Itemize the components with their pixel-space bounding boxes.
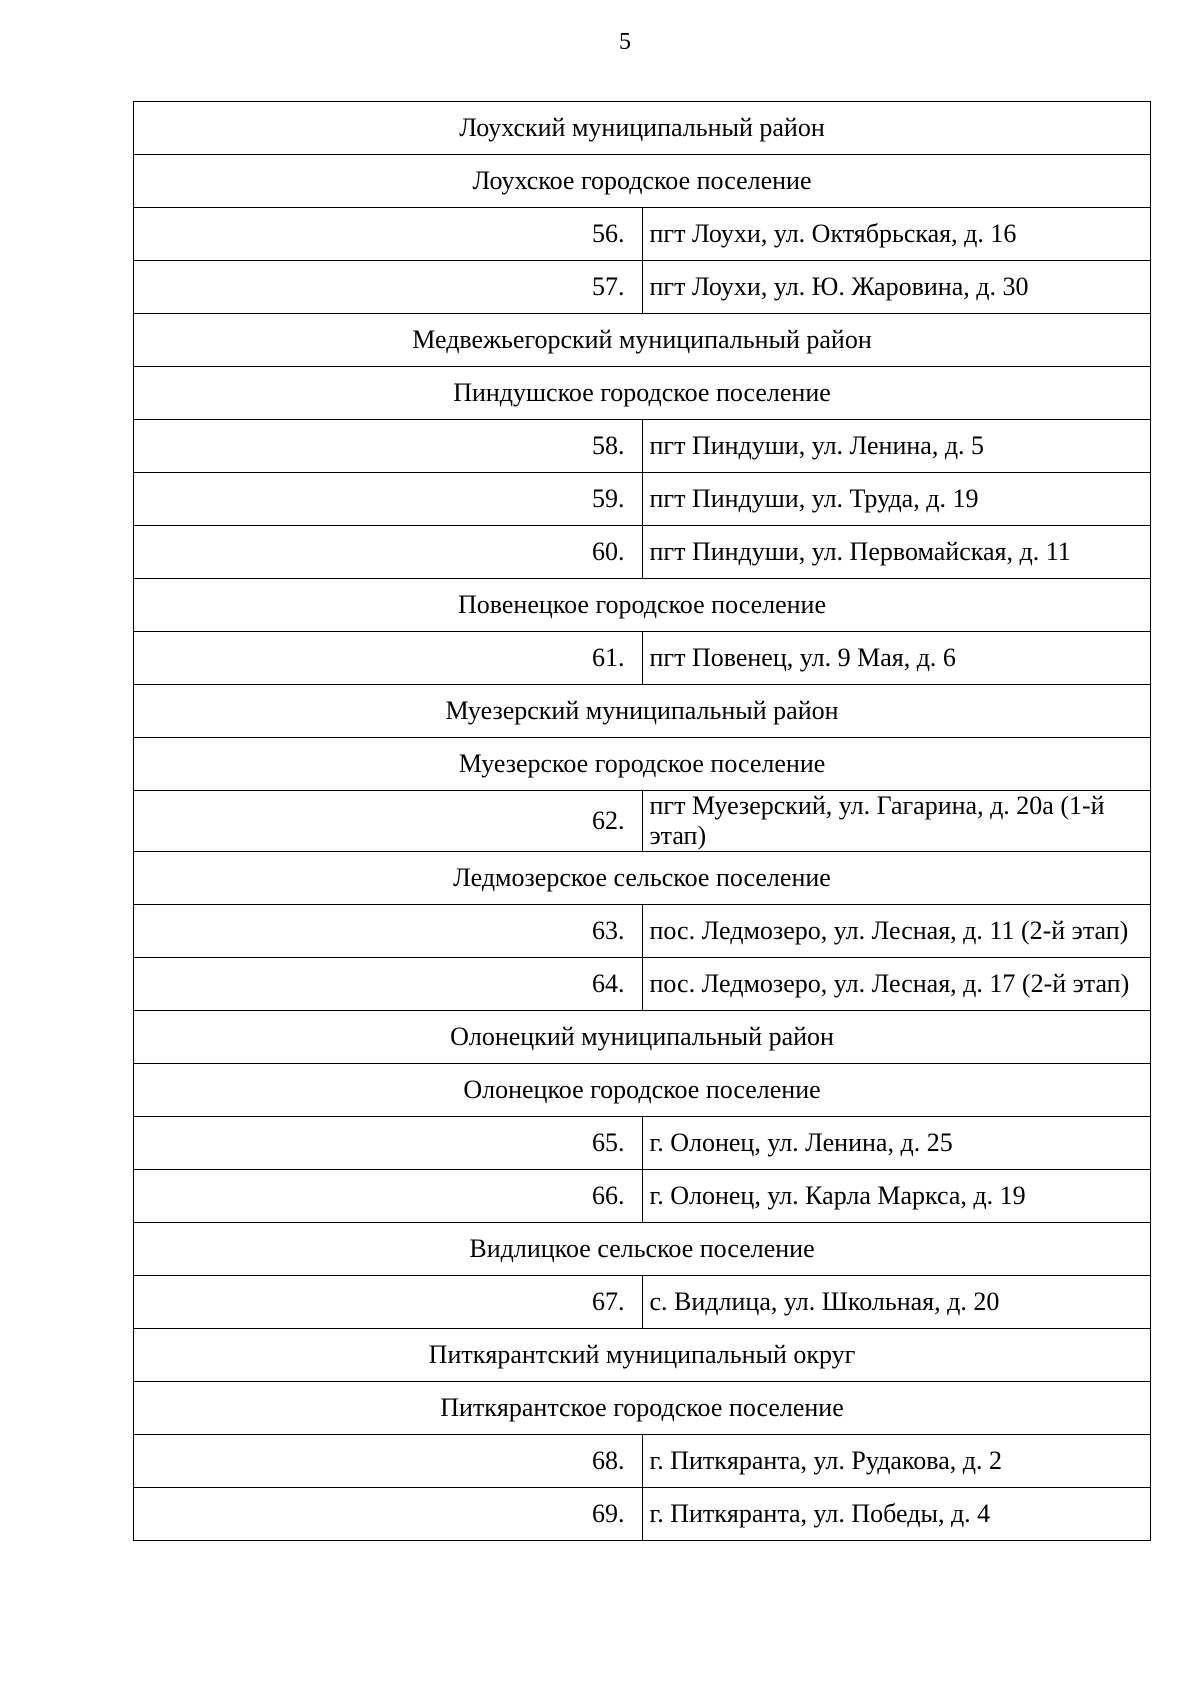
table-row: [134, 791, 1151, 852]
row-number: 67.: [134, 1276, 643, 1329]
section-heading: Видлицкое сельское поселение: [134, 1223, 1151, 1276]
table-row: [134, 526, 1151, 579]
address-cell: пгт Муезерский, ул. Гагарина, д. 20а (1-й этап): [642, 791, 1151, 852]
table-row: [134, 420, 1151, 473]
address-cell: г. Питкяранта, ул. Победы, д. 4: [642, 1488, 1151, 1541]
row-number: 65.: [134, 1117, 643, 1170]
section-heading-row: [134, 579, 1151, 632]
table-row: [134, 208, 1151, 261]
address-cell: пгт Пиндуши, ул. Труда, д. 19: [642, 473, 1151, 526]
section-heading-row: [134, 367, 1151, 420]
section-heading: Пиндушское городское поселение: [134, 367, 1151, 420]
address-cell: пос. Ледмозеро, ул. Лесная, д. 17 (2-й этап): [642, 958, 1151, 1011]
section-heading: Ледмозерское сельское поселение: [134, 852, 1151, 905]
page-number: 5: [619, 29, 631, 55]
address-cell: пгт Пиндуши, ул. Первомайская, д. 11: [642, 526, 1151, 579]
address-cell: г. Олонец, ул. Ленина, д. 25: [642, 1117, 1151, 1170]
section-heading: Олонецкое городское поселение: [134, 1064, 1151, 1117]
section-heading: Муезерское городское поселение: [134, 738, 1151, 791]
row-number: 56.: [134, 208, 643, 261]
address-cell: с. Видлица, ул. Школьная, д. 20: [642, 1276, 1151, 1329]
address-table-body: [134, 102, 1151, 1541]
row-number: 64.: [134, 958, 643, 1011]
section-heading: Медвежьегорский муниципальный район: [134, 314, 1151, 367]
table-row: [134, 1435, 1151, 1488]
address-cell: г. Питкяранта, ул. Рудакова, д. 2: [642, 1435, 1151, 1488]
section-heading-row: [134, 685, 1151, 738]
address-cell: пгт Пиндуши, ул. Ленина, д. 5: [642, 420, 1151, 473]
section-heading-row: [134, 155, 1151, 208]
section-heading: Питкярантское городское поселение: [134, 1382, 1151, 1435]
section-heading-row: [134, 1382, 1151, 1435]
address-cell: пгт Лоухи, ул. Октябрьская, д. 16: [642, 208, 1151, 261]
row-number: 68.: [134, 1435, 643, 1488]
address-cell: пгт Повенец, ул. 9 Мая, д. 6: [642, 632, 1151, 685]
table-row: [134, 905, 1151, 958]
address-cell: пгт Лоухи, ул. Ю. Жаровина, д. 30: [642, 261, 1151, 314]
section-heading-row: [134, 1329, 1151, 1382]
row-number: 59.: [134, 473, 643, 526]
section-heading-row: [134, 738, 1151, 791]
address-table: [133, 101, 1151, 1541]
address-cell: пос. Ледмозеро, ул. Лесная, д. 11 (2-й этап): [642, 905, 1151, 958]
address-cell: г. Олонец, ул. Карла Маркса, д. 19: [642, 1170, 1151, 1223]
row-number: 63.: [134, 905, 643, 958]
section-heading-row: [134, 102, 1151, 155]
section-heading: Лоухский муниципальный район: [134, 102, 1151, 155]
section-heading: Муезерский муниципальный район: [134, 685, 1151, 738]
section-heading: Лоухское городское поселение: [134, 155, 1151, 208]
row-number: 62.: [134, 791, 643, 852]
section-heading: Олонецкий муниципальный район: [134, 1011, 1151, 1064]
section-heading-row: [134, 852, 1151, 905]
row-number: 58.: [134, 420, 643, 473]
row-number: 60.: [134, 526, 643, 579]
table-row: [134, 1170, 1151, 1223]
section-heading-row: [134, 1064, 1151, 1117]
section-heading: Питкярантский муниципальный округ: [134, 1329, 1151, 1382]
table-row: [134, 958, 1151, 1011]
row-number: 57.: [134, 261, 643, 314]
section-heading-row: [134, 1011, 1151, 1064]
table-row: [134, 1488, 1151, 1541]
section-heading: Повенецкое городское поселение: [134, 579, 1151, 632]
table-row: [134, 473, 1151, 526]
table-row: [134, 632, 1151, 685]
section-heading-row: [134, 1223, 1151, 1276]
row-number: 69.: [134, 1488, 643, 1541]
row-number: 61.: [134, 632, 643, 685]
section-heading-row: [134, 314, 1151, 367]
row-number: 66.: [134, 1170, 643, 1223]
table-row: [134, 1117, 1151, 1170]
table-row: [134, 261, 1151, 314]
table-row: [134, 1276, 1151, 1329]
